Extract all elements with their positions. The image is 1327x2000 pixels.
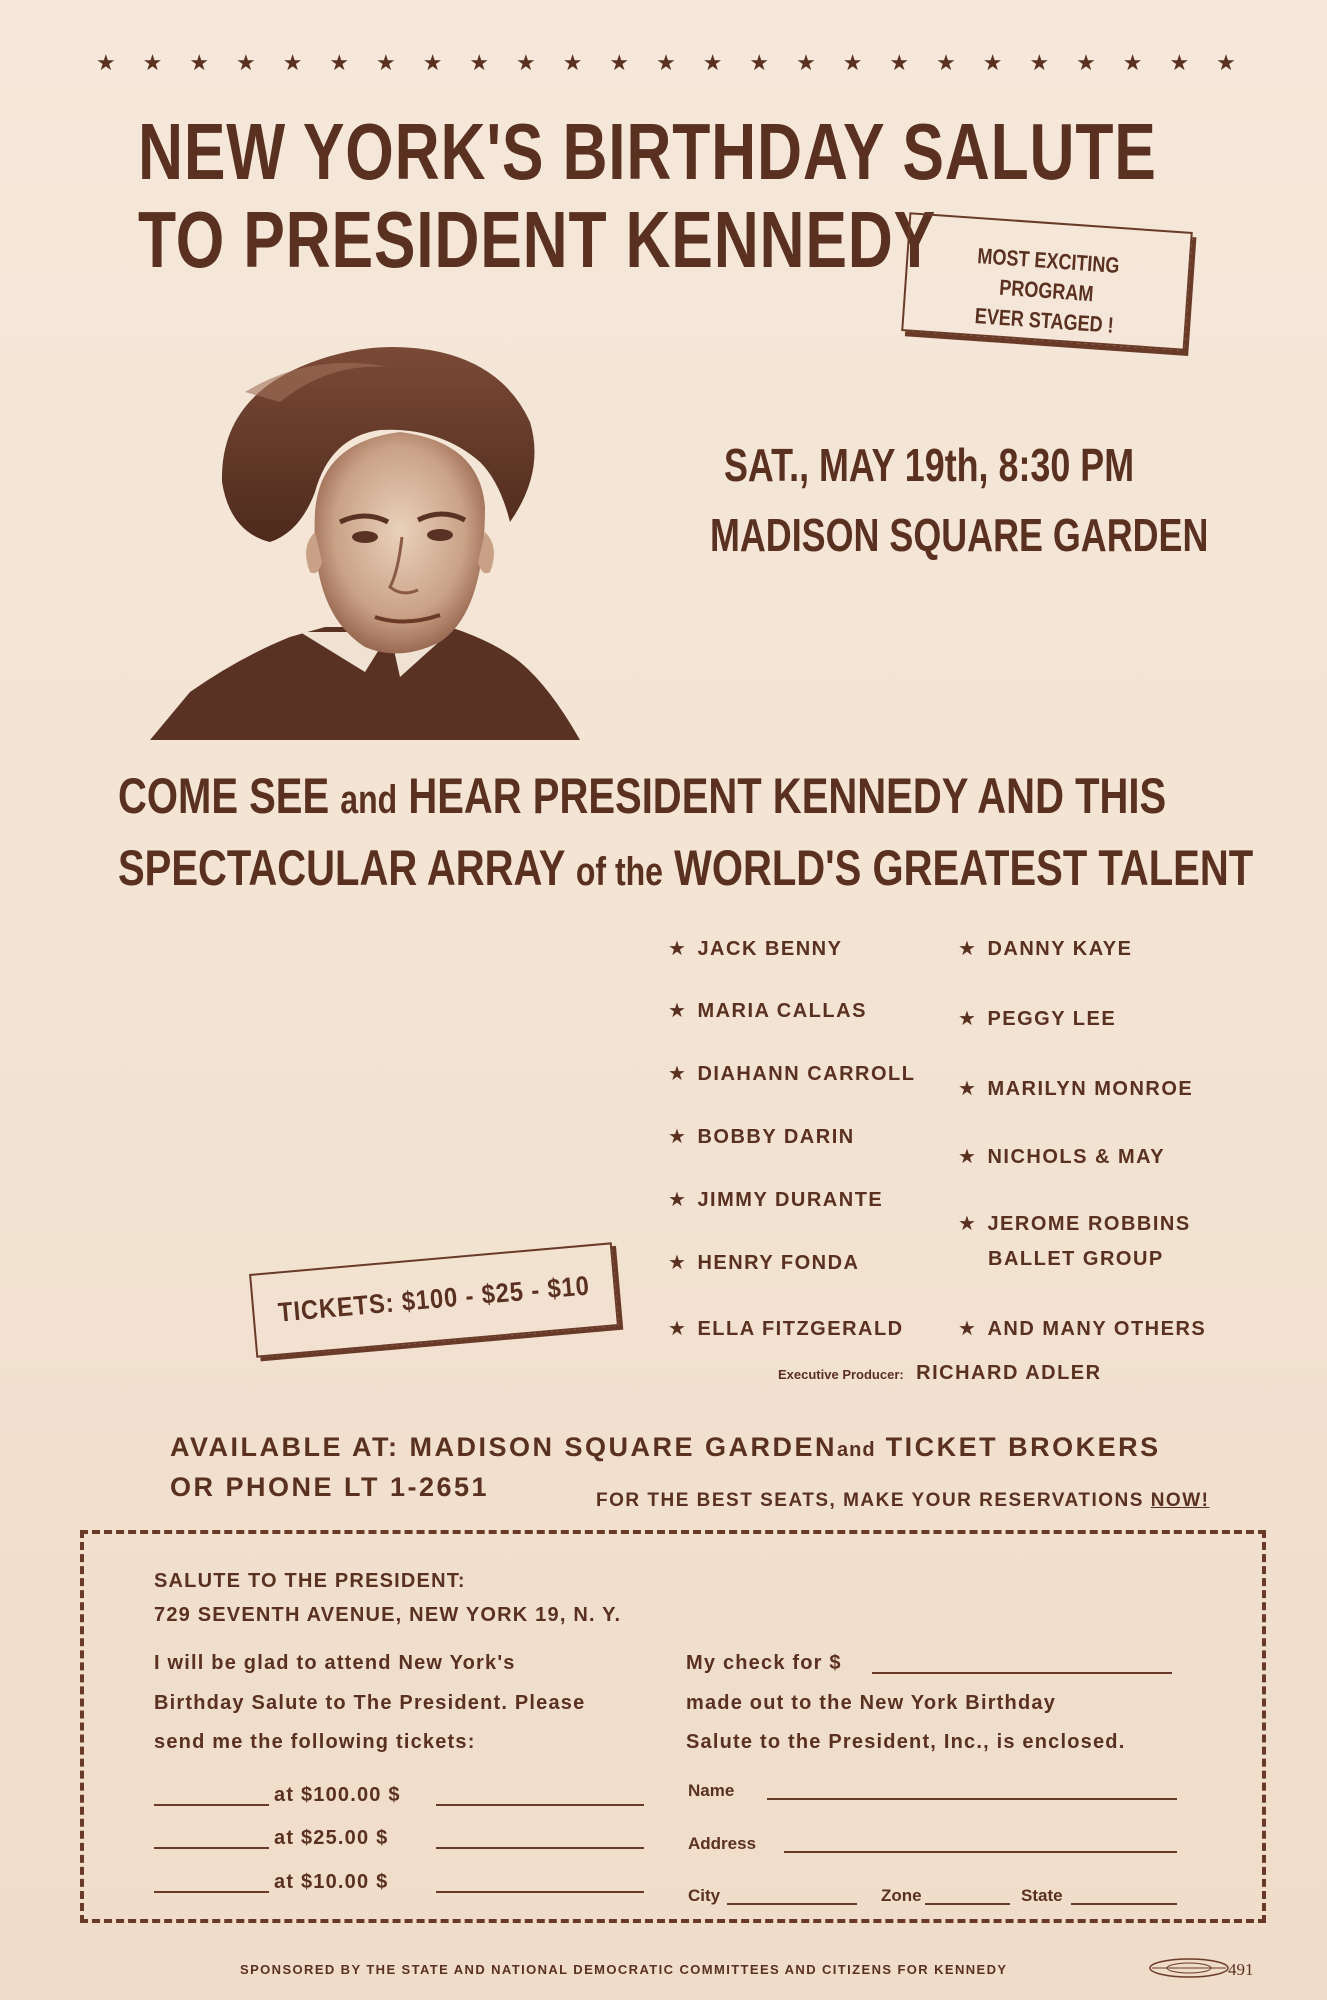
executive-producer (778, 1362, 1102, 1385)
availability-phone: OR PHONE LT 1-2651 (170, 1472, 490, 1502)
star-icon: ★ (749, 50, 770, 75)
name-field[interactable] (767, 1798, 1177, 1800)
talent-name: BALLET GROUP (988, 1248, 1164, 1270)
talent-item (958, 1316, 1206, 1341)
event-details (710, 430, 1250, 570)
star-icon: ★ (1076, 50, 1096, 75)
state-label: State (1021, 1886, 1063, 1905)
star-icon: ★ (562, 50, 583, 75)
coupon-left-line-2: Birthday Salute to The President. Please (154, 1692, 586, 1714)
availability-venue: AVAILABLE AT: MADISON SQUARE GARDEN (170, 1432, 837, 1462)
ticket-prices: TICKETS: $100 - $25 - $10 (276, 1270, 591, 1328)
star-icon: ★ (1122, 50, 1143, 75)
union-number: 491 (1228, 1960, 1254, 1979)
star-icon: ★ (469, 50, 490, 75)
sponsor-credit: SPONSORED BY THE STATE AND NATIONAL DEMOCRATIC COMMITTEES AND CITIZENS FOR KENNEDY (240, 1962, 1008, 1977)
availability-line-1 (170, 1432, 1161, 1463)
order-coupon (80, 1530, 1266, 1923)
zone-label: Zone (881, 1886, 922, 1905)
coupon-left-line-1: I will be glad to attend New York's (154, 1652, 516, 1674)
star-icon: ★ (668, 1318, 688, 1340)
talent-item (668, 1124, 855, 1149)
talent-item (668, 1250, 860, 1275)
coupon-address-line-1: SALUTE TO THE PRESIDENT: (154, 1570, 466, 1592)
qty-25-field[interactable] (154, 1847, 269, 1849)
pitch-text (118, 762, 1253, 906)
star-icon: ★ (668, 1252, 688, 1274)
executive-producer-label: Executive Producer: (778, 1367, 904, 1382)
pitch-segment: COME SEE (118, 768, 330, 824)
talent-name: JEROME ROBBINS (987, 1213, 1191, 1235)
pitch-segment: of the (575, 850, 663, 894)
headline-line-2: TO PRESIDENT KENNEDY (138, 195, 937, 284)
pitch-segment: WORLD'S GREATEST TALENT (674, 840, 1254, 896)
address-label: Address (688, 1834, 757, 1853)
amount-10-field[interactable] (436, 1891, 644, 1893)
talent-name: MARILYN MONROE (987, 1078, 1194, 1100)
talent-name: MARIA CALLAS (697, 1000, 867, 1022)
star-icon: ★ (842, 50, 863, 75)
talent-item-continued (988, 1248, 1164, 1271)
pitch-line-2 (118, 834, 1253, 906)
stamp-line-1: MOST EXCITING PROGRAM (976, 243, 1121, 307)
price-10-label: at $10.00 $ (274, 1871, 389, 1893)
star-icon: ★ (958, 938, 978, 960)
pitch-segment: SPECTACULAR ARRAY (118, 840, 565, 896)
talent-name: PEGGY LEE (987, 1008, 1117, 1030)
promo-stamp (901, 212, 1193, 351)
stamp-line-2: EVER STAGED ! (974, 303, 1115, 338)
amount-25-field[interactable] (436, 1847, 644, 1849)
star-icon: ★ (1169, 50, 1190, 75)
talent-name: BOBBY DARIN (697, 1126, 855, 1148)
check-amount-label: My check for $ (686, 1652, 842, 1674)
star-icon: ★ (958, 1008, 978, 1030)
pitch-segment: and (340, 778, 398, 822)
pitch-line-1 (118, 762, 1253, 834)
headline-line-1: NEW YORK'S BIRTHDAY SALUTE (138, 107, 1157, 196)
star-icon: ★ (656, 50, 676, 75)
kennedy-portrait (150, 332, 620, 740)
reserve-now-emphasis: NOW! (1150, 1490, 1210, 1511)
star-icon: ★ (958, 1146, 978, 1168)
star-icon: ★ (958, 1078, 978, 1100)
star-border-row (96, 50, 1236, 76)
talent-name: ELLA FITZGERALD (697, 1318, 904, 1340)
talent-item (668, 936, 842, 961)
talent-item (668, 1187, 883, 1212)
talent-name: NICHOLS & MAY (987, 1146, 1166, 1168)
talent-name: AND MANY OTHERS (987, 1318, 1207, 1340)
talent-item (958, 1211, 1191, 1236)
star-icon: ★ (668, 1000, 688, 1022)
star-icon: ★ (1029, 50, 1050, 75)
reserve-now (596, 1490, 1209, 1512)
star-icon: ★ (282, 50, 303, 75)
star-icon: ★ (958, 1318, 978, 1340)
talent-item (668, 1316, 904, 1341)
coupon-right-line-2: made out to the New York Birthday (686, 1692, 1057, 1714)
star-icon: ★ (889, 50, 910, 75)
talent-name: DIAHANN CARROLL (697, 1063, 916, 1085)
event-venue: MADISON SQUARE GARDEN (710, 509, 1209, 561)
coupon-address-line-2: 729 SEVENTH AVENUE, NEW YORK 19, N. Y. (154, 1604, 622, 1626)
address-field[interactable] (784, 1851, 1177, 1853)
qty-10-field[interactable] (154, 1891, 269, 1893)
state-field[interactable] (1071, 1903, 1177, 1905)
star-icon: ★ (329, 50, 350, 75)
talent-item (668, 1061, 915, 1086)
star-icon: ★ (796, 50, 816, 75)
star-icon: ★ (1216, 50, 1236, 75)
star-icon: ★ (189, 50, 210, 75)
ticket-prices-box (249, 1242, 619, 1357)
star-icon: ★ (668, 1063, 688, 1085)
city-label: City (688, 1886, 721, 1905)
star-icon: ★ (936, 50, 956, 75)
price-25-label: at $25.00 $ (274, 1827, 389, 1849)
star-icon: ★ (609, 50, 630, 75)
star-icon: ★ (982, 50, 1003, 75)
star-icon: ★ (668, 1189, 688, 1211)
talent-item (958, 936, 1132, 961)
talent-name: JIMMY DURANTE (697, 1189, 884, 1211)
talent-name: HENRY FONDA (697, 1252, 860, 1274)
coupon-left-line-3: send me the following tickets: (154, 1731, 476, 1753)
check-amount-field[interactable] (872, 1672, 1172, 1674)
talent-item (958, 1076, 1193, 1101)
executive-producer-name: RICHARD ADLER (916, 1362, 1102, 1384)
union-bug-icon (1148, 1957, 1230, 1979)
zone-field[interactable] (925, 1903, 1010, 1905)
star-icon: ★ (96, 50, 116, 75)
talent-item (958, 1006, 1116, 1031)
talent-name: JACK BENNY (697, 938, 843, 960)
coupon-right-line-3: Salute to the President, Inc., is enclosed. (686, 1731, 1126, 1753)
star-icon: ★ (668, 1126, 688, 1148)
reserve-text: FOR THE BEST SEATS, MAKE YOUR RESERVATIONS (596, 1490, 1144, 1511)
name-label: Name (688, 1781, 735, 1800)
star-icon: ★ (516, 50, 536, 75)
price-100-label: at $100.00 $ (274, 1784, 401, 1806)
star-icon: ★ (376, 50, 396, 75)
availability-and: and (837, 1439, 876, 1461)
amount-100-field[interactable] (436, 1804, 644, 1806)
star-icon: ★ (668, 938, 688, 960)
talent-name: DANNY KAYE (987, 938, 1133, 960)
pitch-segment: HEAR PRESIDENT KENNEDY AND THIS (408, 768, 1167, 824)
star-icon: ★ (142, 50, 163, 75)
city-field[interactable] (727, 1903, 857, 1905)
talent-item (668, 998, 867, 1023)
talent-item (958, 1144, 1165, 1169)
star-icon: ★ (958, 1213, 978, 1235)
qty-100-field[interactable] (154, 1804, 269, 1806)
star-icon: ★ (702, 50, 723, 75)
star-icon: ★ (422, 50, 443, 75)
availability-brokers: TICKET BROKERS (885, 1432, 1161, 1462)
event-datetime: SAT., MAY 19th, 8:30 PM (724, 439, 1135, 491)
star-icon: ★ (236, 50, 256, 75)
